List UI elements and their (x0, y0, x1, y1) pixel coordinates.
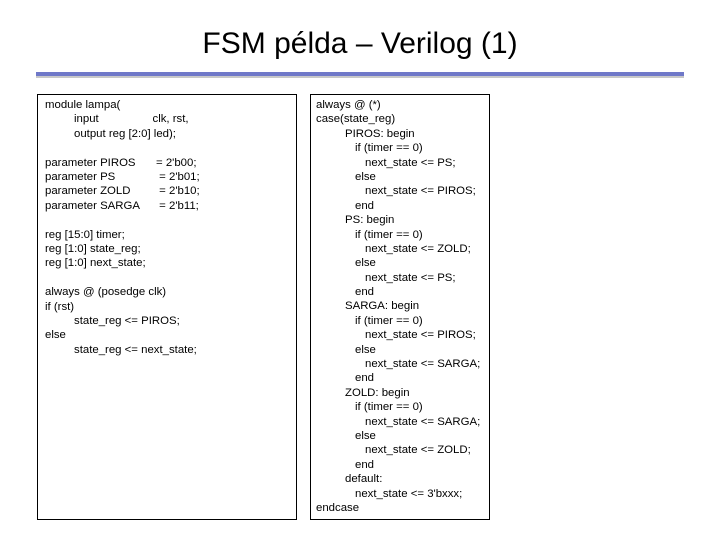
param-value: = 2'b01; (156, 170, 200, 183)
code-line: next_state <= PIROS; (365, 329, 476, 342)
code-line: next_state <= PS; (365, 271, 456, 284)
param-name: parameter SARGA (45, 199, 140, 212)
blank-line (45, 213, 296, 227)
code-line: else (355, 429, 376, 442)
code-line: reg [15:0] timer; (45, 228, 125, 241)
code-line: case(state_reg) (316, 113, 396, 126)
blank-line (45, 141, 296, 155)
code-line: SARGA: begin (345, 300, 420, 313)
code-line: default: (345, 473, 383, 486)
code-line: next_state <= PS; (365, 156, 456, 169)
code-line: ZOLD: begin (345, 386, 410, 399)
code-line: PIROS: begin (345, 127, 415, 140)
code-line: end (355, 372, 375, 385)
slide-title: FSM példa – Verilog (1) (202, 27, 518, 60)
param-row (45, 199, 296, 213)
param-value: = 2'b11; (156, 199, 199, 212)
code-line: end (355, 458, 375, 471)
code-line: end (355, 286, 375, 299)
code-line: next_state <= ZOLD; (365, 444, 471, 457)
code-line: state_reg <= next_state; (74, 343, 197, 356)
param-row (45, 156, 296, 170)
code-line: always @ (*) (316, 99, 381, 111)
code-box-left (37, 94, 297, 520)
code-line: else (45, 329, 66, 342)
param-row (45, 170, 296, 184)
code-line: module lampa( (45, 99, 121, 111)
code-box-right (310, 94, 490, 520)
code-line: next_state <= SARGA; (365, 358, 481, 371)
code-line: if (timer == 0) (355, 314, 423, 327)
param-name: parameter PIROS (45, 156, 136, 169)
code-line: output reg [2:0] led); (74, 127, 176, 140)
code-line: if (timer == 0) (355, 228, 423, 241)
blank-line (45, 271, 296, 285)
param-value: = 2'b10; (156, 185, 200, 198)
code-line: end (355, 199, 375, 212)
code-line: reg [1:0] next_state; (45, 257, 146, 270)
code-line: input clk, rst, (74, 113, 189, 126)
code-line: endcase (316, 501, 360, 514)
code-line: next_state <= ZOLD; (365, 242, 471, 255)
code-line: PS: begin (345, 214, 395, 227)
code-line: if (timer == 0) (355, 142, 423, 155)
code-line: state_reg <= PIROS; (74, 314, 180, 327)
code-line: if (timer == 0) (355, 401, 423, 414)
title-underline-grey (36, 76, 684, 78)
code-line: if (rst) (45, 300, 75, 313)
code-line: next_state <= SARGA; (365, 415, 481, 428)
param-name: parameter ZOLD (45, 185, 131, 198)
code-line: next_state <= 3'bxxx; (355, 487, 463, 500)
code-line: else (355, 170, 376, 183)
code-line: else (355, 257, 376, 270)
code-line: always @ (posedge clk) (45, 286, 167, 299)
code-line: next_state <= PIROS; (365, 185, 476, 198)
code-line: reg [1:0] state_reg; (45, 242, 141, 255)
code-line: else (355, 343, 376, 356)
param-value: = 2'b00; (156, 156, 197, 169)
param-name: parameter PS (45, 170, 116, 183)
param-row (45, 184, 296, 198)
